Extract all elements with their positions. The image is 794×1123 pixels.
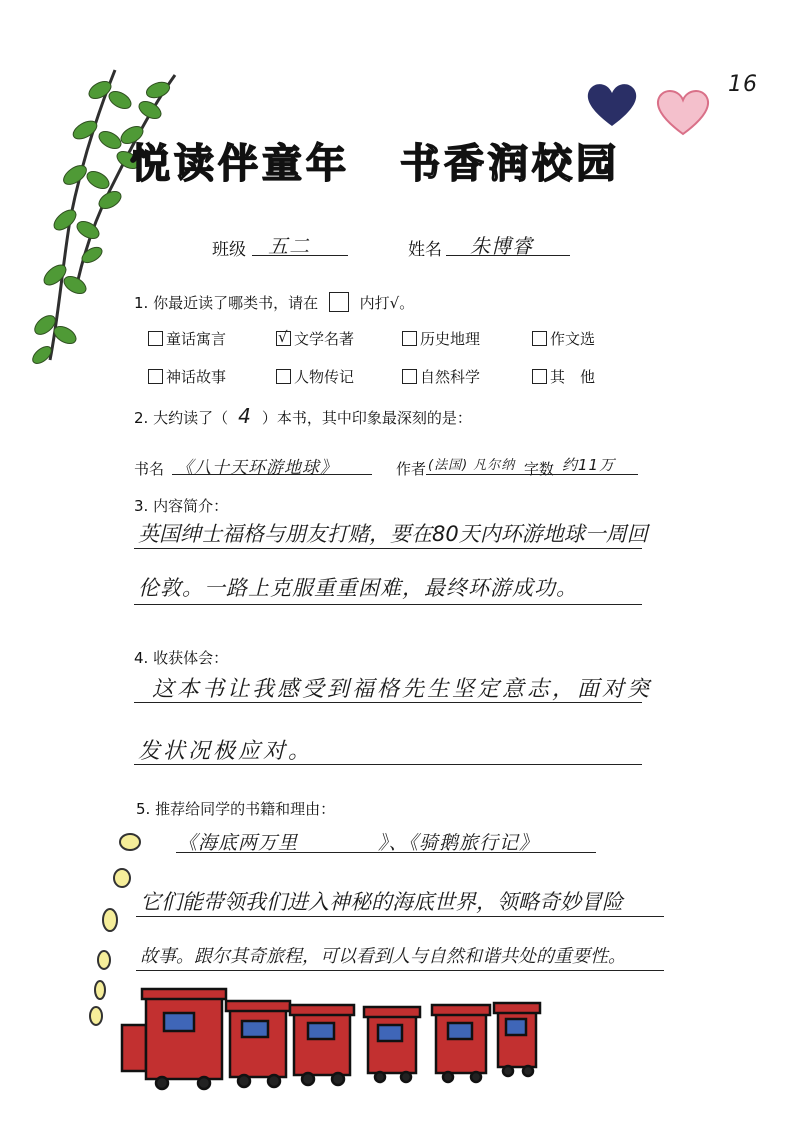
checkbox-icon <box>148 331 163 346</box>
q2-count: 4 <box>238 404 252 428</box>
q5-books-underline <box>176 852 596 853</box>
option-natural-science[interactable] <box>402 366 480 387</box>
option-label: 童话寓言 <box>166 330 227 348</box>
q4-line2: 发状况极应对。 <box>138 739 314 764</box>
option-fairy-tales[interactable] <box>148 328 226 349</box>
book-title-value: 《八十天环游地球》 <box>176 458 338 478</box>
option-label: 文学名著 <box>294 330 355 348</box>
q1-text-before: 1. 你最近读了哪类书，请在 <box>134 294 319 312</box>
checkbox-icon <box>532 369 547 384</box>
checkbox-icon <box>402 369 417 384</box>
q5-line2: 故事。跟尔其奇旅程，可以看到人与自然和谐共处的重要性。 <box>140 946 626 967</box>
option-biographies[interactable] <box>276 366 354 387</box>
q1-text-after: 内打√。 <box>359 294 415 312</box>
heart-dark-icon <box>582 80 642 130</box>
train-decoration-icon <box>118 985 548 1095</box>
checkbox-icon <box>148 369 163 384</box>
option-label: 其 他 <box>550 368 596 386</box>
option-label: 人物传记 <box>294 368 355 386</box>
q5-line1: 它们能带领我们进入神秘的海底世界，领略奇妙冒险 <box>140 890 623 914</box>
checkbox-sample-icon <box>329 292 349 312</box>
q1-question <box>134 292 414 313</box>
q3-label: 3. 内容简介： <box>134 497 229 515</box>
q5-label: 5. 推荐给同学的书籍和理由： <box>136 800 336 818</box>
option-essays[interactable] <box>532 328 595 349</box>
name-underline <box>446 255 570 256</box>
q5-underline-2 <box>136 970 664 971</box>
book-title-underline <box>172 474 372 475</box>
q4-underline-2 <box>134 764 642 765</box>
q5-underline-1 <box>136 916 664 917</box>
checkbox-icon <box>532 331 547 346</box>
page-number: 16 <box>728 72 758 97</box>
option-history-geography[interactable] <box>402 328 480 349</box>
checkbox-checked-icon <box>276 328 291 346</box>
option-label: 神话故事 <box>166 368 227 386</box>
title-right: 书香润校园 <box>400 141 620 187</box>
q3-line1: 英国绅士福格与朋友打赌，要在80天内环游地球一周回 <box>138 522 648 546</box>
option-label: 自然科学 <box>420 368 481 386</box>
option-label: 作文选 <box>550 330 596 348</box>
book-words-label: 字数 <box>524 460 555 478</box>
book-author-label: 作者 <box>396 460 427 478</box>
q3-underline-2 <box>134 604 642 605</box>
book-title-label: 书名 <box>134 460 165 478</box>
check-mark: √ <box>278 328 289 346</box>
option-label: 历史地理 <box>420 330 481 348</box>
checkbox-icon <box>276 369 291 384</box>
q2-text-after: ）本书，其中印象最深刻的是： <box>261 409 472 427</box>
option-literary-classics[interactable] <box>276 328 354 349</box>
book-author-underline <box>426 474 638 475</box>
class-value: 五二 <box>268 234 310 258</box>
class-underline <box>252 255 348 256</box>
q4-label: 4. 收获体会： <box>134 649 229 667</box>
name-label: 姓名 <box>408 240 442 260</box>
heart-pink-icon <box>652 86 714 138</box>
q4-line1: 这本书让我感受到福格先生坚定意志，面对突 <box>152 677 653 702</box>
book-author-value: (法国) 凡尔纳 <box>428 458 516 473</box>
q2-text-before: 2. 大约读了（ <box>134 409 229 427</box>
option-myths[interactable] <box>148 366 226 387</box>
option-other[interactable] <box>532 366 595 387</box>
q4-underline-1 <box>134 702 642 703</box>
q5-books-line: 《海底两万里 》、《骑鹅旅行记》 <box>178 832 540 854</box>
book-words-value: 约11万 <box>562 456 616 474</box>
checkbox-icon <box>402 331 417 346</box>
title-left: 悦读伴童年 <box>130 141 350 187</box>
q3-line2: 伦敦。一路上克服重重困难，最终环游成功。 <box>138 576 578 600</box>
q2-question <box>134 404 472 428</box>
q3-underline-1 <box>134 548 642 549</box>
name-value: 朱博睿 <box>470 234 533 258</box>
class-label: 班级 <box>212 240 246 260</box>
